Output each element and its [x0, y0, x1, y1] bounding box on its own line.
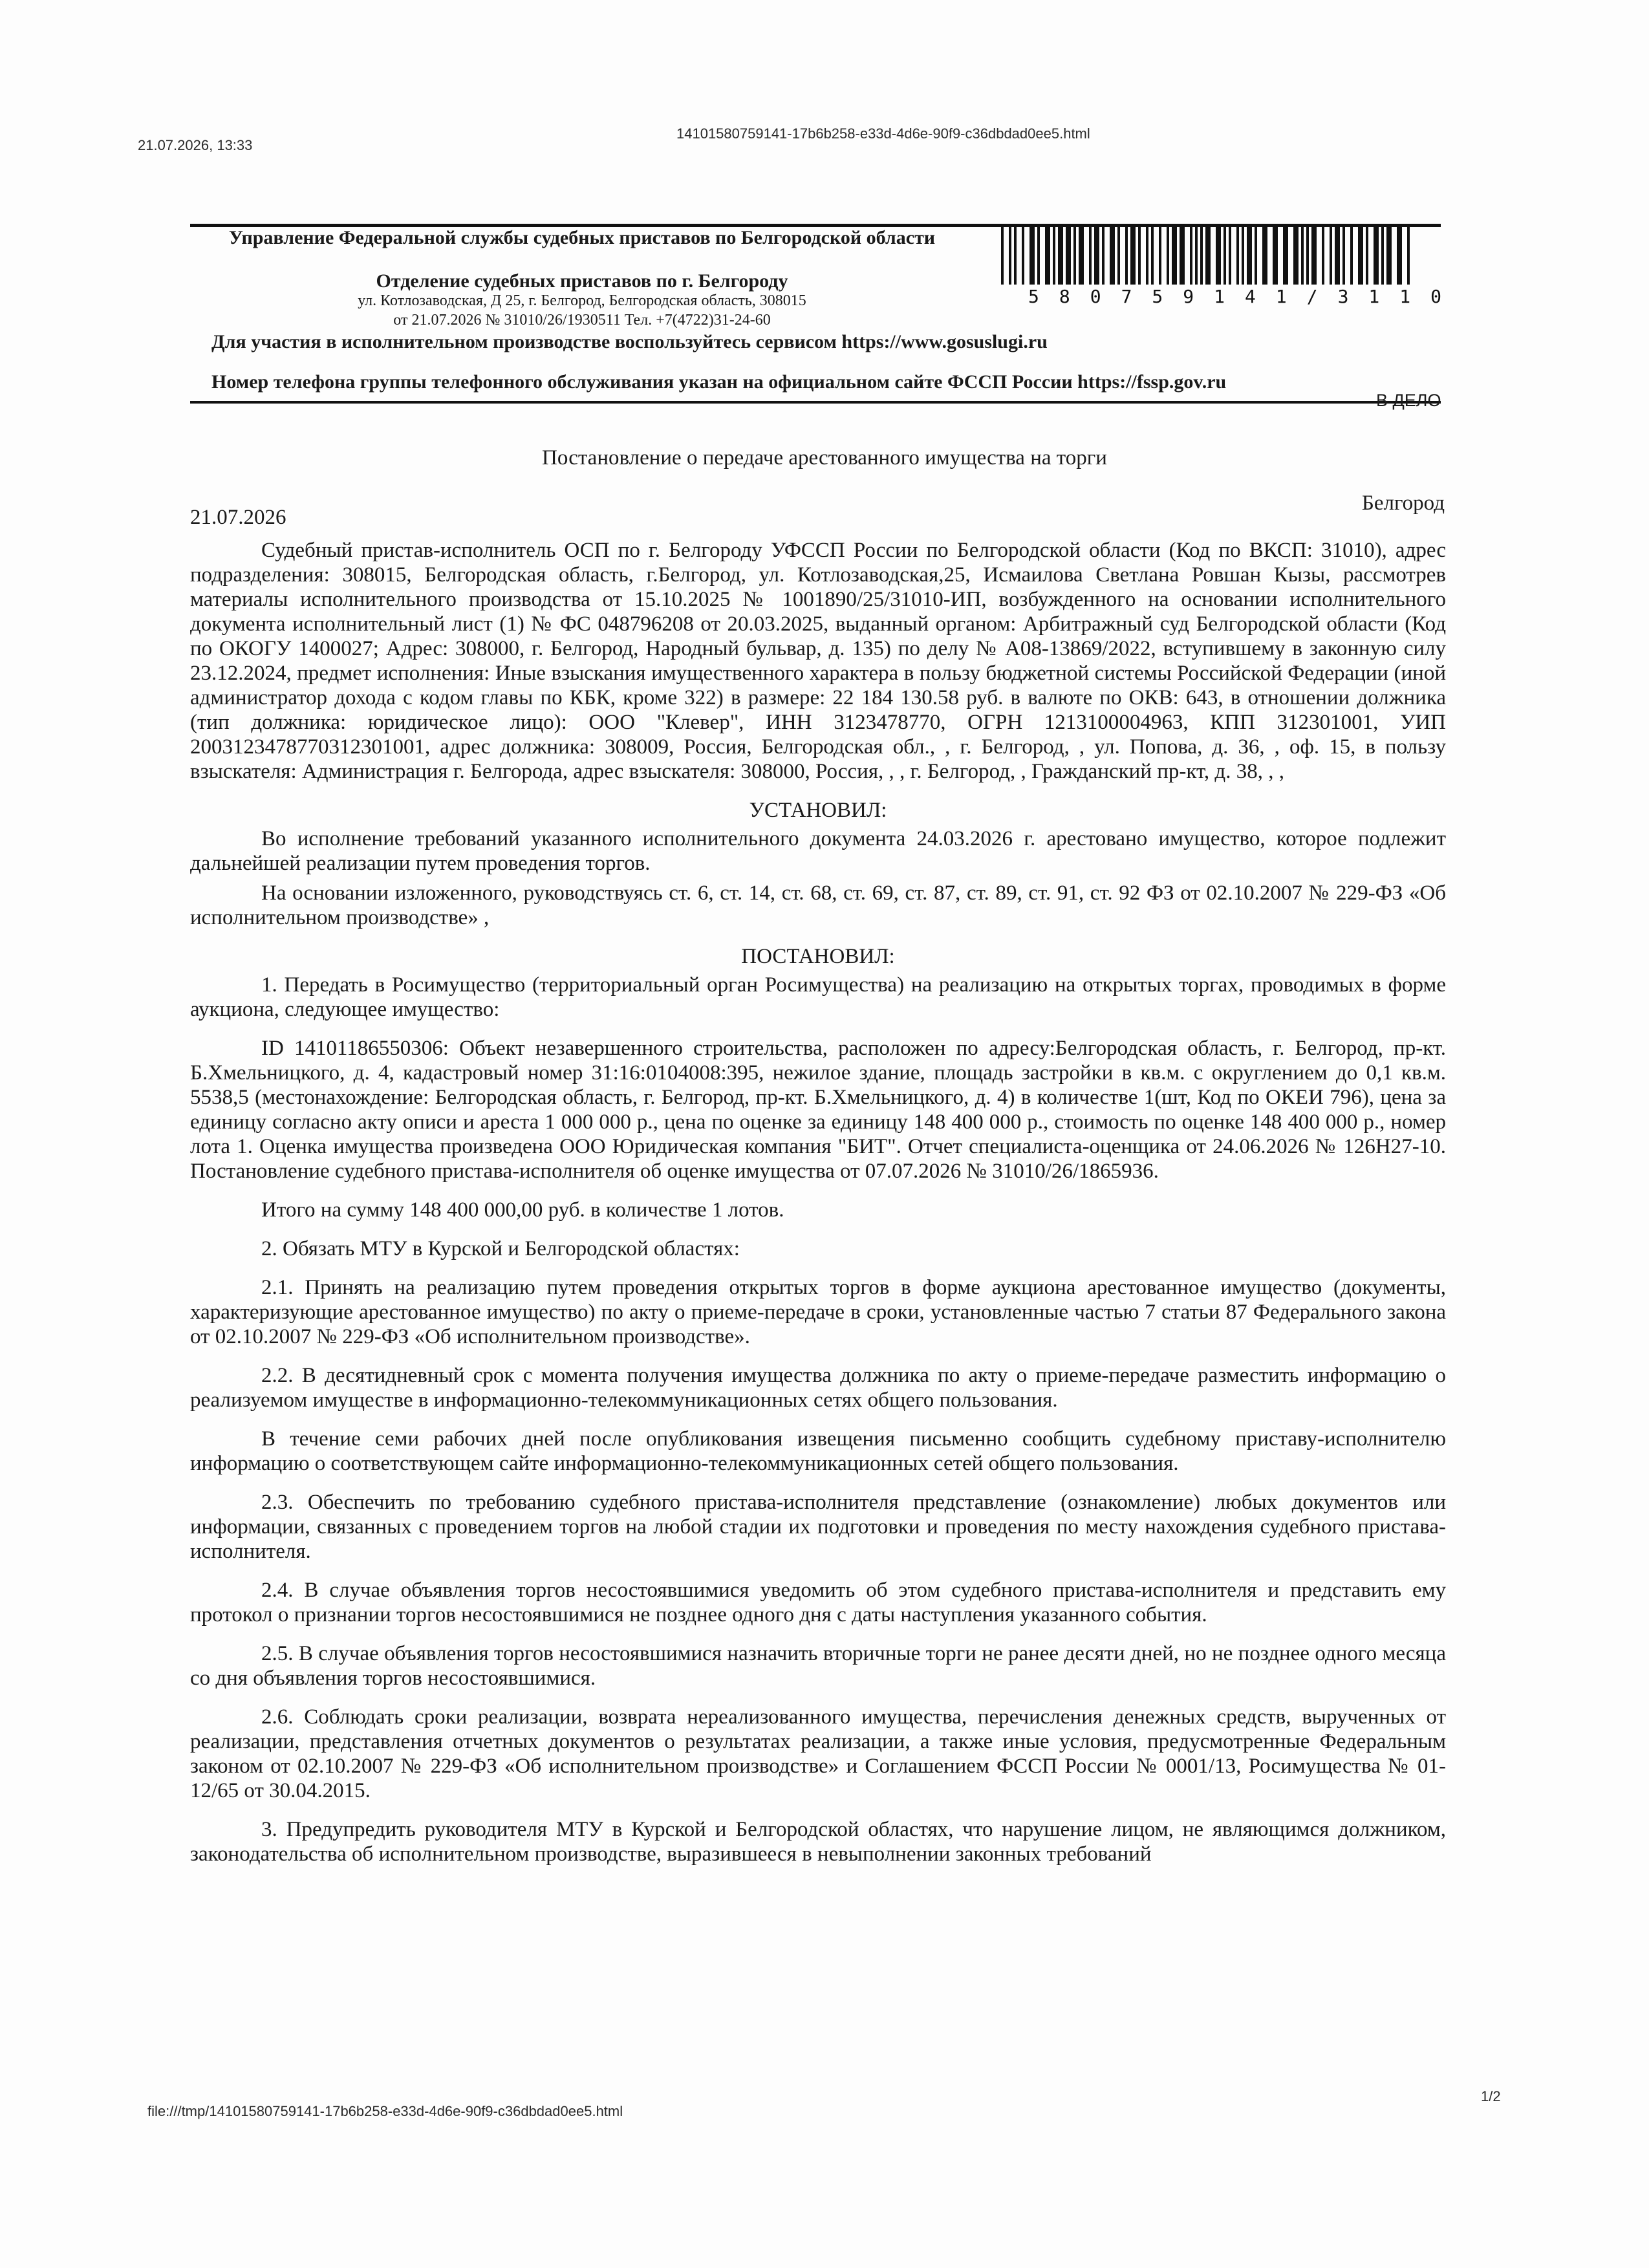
total-sum: Итого на сумму 148 400 000,00 руб. в количестве 1 лотов. — [261, 1198, 784, 1222]
heading-established: УСТАНОВИЛ: — [749, 799, 887, 822]
print-datetime: 21.07.2026, 13:33 — [138, 137, 253, 153]
clause-2: 2. Обязать МТУ в Курской и Белгородской областях: — [261, 1237, 740, 1260]
document-city: Белгород — [1361, 491, 1445, 515]
clause-2-6: 2.6. Соблюдать сроки реализации, возврата нереализованного имущества, перечисления денежных средств, вырученных от реализации, представления отчетных документов о результатах реализации, а также иные условия, предусмотренные Федеральным законом от 02.10.2007 № 229-ФЗ «Об исполнительном производстве» и Соглашением ФССП России № 0001/13, Росимущества № 01-12/65 от 30.04.2015. — [190, 1705, 1446, 1802]
phone-notice: Номер телефона группы телефонного обслуживания указан на официальном сайте ФССП России https://fssp.gov.ru — [211, 371, 1227, 393]
document-body — [190, 538, 1446, 1872]
department-address: ул. Котлозаводская, Д 25, г. Белгород, Белгородская область, 308015 — [358, 292, 806, 309]
print-filename: 14101580759141-17b6b258-e33d-4d6e-90f9-c36dbdad0ee5.html — [676, 125, 1090, 142]
clause-2-1: 2.1. Принять на реализацию путем проведения открытых торгов в форме аукциона арестованное имущество (документы, характеризующие арестованное имущество) по акту о приеме-передаче в сроки, установленные частью 7 статьи 87 Федерального закона от 02.10.2007 № 229-ФЗ «Об исполнительном производстве». — [190, 1276, 1446, 1348]
file-stamp: В ДЕЛО — [1376, 391, 1441, 410]
heading-resolved: ПОСТАНОВИЛ: — [741, 945, 895, 968]
clause-2-2b: В течение семи рабочих дней после опубликования извещения письменно сообщить судебному приставу-исполнителю информацию о соответствующем сайте информационно-телекоммуникационных сетей общего пользования. — [190, 1427, 1446, 1475]
department-name: Отделение судебных приставов по г. Белгороду — [376, 270, 788, 292]
clause-2-5: 2.5. В случае объявления торгов несостоявшимися назначить вторичные торги не ранее десяти дней, но не позднее одного месяца со дня объявления торгов несостоявшимися. — [190, 1642, 1446, 1690]
document-date: 21.07.2026 — [190, 506, 286, 529]
established-paragraph-2: На основании изложенного, руководствуясь ст. 6, ст. 14, ст. 68, ст. 69, ст. 87, ст. 89, ст. 91, ст. 92 ФЗ от 02.10.2007 № 229-ФЗ «Об исполнительном производстве» , — [190, 881, 1446, 929]
established-paragraph-1: Во исполнение требований указанного исполнительного документа 24.03.2026 г. арестовано имущество, которое подлежит дальнейшей реализации путем проведения торгов. — [190, 827, 1446, 875]
print-file-path: file:///tmp/14101580759141-17b6b258-e33d-4d6e-90f9-c36dbdad0ee5.html — [147, 2103, 623, 2119]
gosuslugi-notice: Для участия в исполнительном производстве воспользуйтесь сервисом https://www.gosuslugi.ru — [211, 331, 1048, 352]
intro-paragraph: Судебный пристав-исполнитель ОСП по г. Белгороду УФССП России по Белгородской области (Код по ВКСП: 31010), адрес подразделения: 308015, Белгородская область, г.Белгород, ул. Котлозаводская,25, Исмаилова Светлана Ровшан Кызы, рассмотрев материалы исполнительного производства от 15.10.2025 № 1001890/25/31010-ИП, возбужденного на основании исполнительного документа исполнительный лист (1) № ФС 048796208 от 20.03.2025, выданный органом: Арбитражный суд Белгородской области (Код по ОКОГУ 1400027; Адрес: 308000, г. Белгород, Народный бульвар, д. 135) по делу № А08-13869/2022, вступившему в законную силу 23.12.2024, предмет исполнения: Иные взыскания имущественного характера в пользу бюджетной системы Российской Федерации (иной администратор дохода с кодом главы по КБК, кроме 322) в размере: 22 184 130.58 руб. в валюте по ОКВ: 643, в отношении должника (тип должника: юридическое лицо): ООО "Клевер", ИНН 3123478770, ОГРН 1213100004963, КПП 312301001, УИП 2003123478770312301001, адрес должника: 308009, Россия, Белгородская обл., , г. Белгород, , ул. Попова, д. 36, , оф. 15, в пользу взыскателя: Администрация г. Белгорода, адрес взыскателя: 308000, Россия, , , г. Белгород, , Гражданский пр-кт, д. 38, , , — [190, 539, 1446, 783]
org-name: Управление Федеральной службы судебных приставов по Белгородской области — [228, 227, 936, 248]
header-bottom-rule — [190, 401, 1441, 404]
barcode-number: 580759141/3110 — [1028, 286, 1462, 307]
property-description: ID 14101186550306: Объект незавершенного строительства, расположен по адресу:Белгородская область, г. Белгород, пр-кт. Б.Хмельницкого, д. 4, кадастровый номер 31:16:0104008:395, нежилое здание, площадь застройки в кв.м. с округлением до 0,1 кв.м. 5538,5 (местонахождение: Белгородская область, г. Белгород, пр-кт. Б.Хмельницкого, д. 4) в количестве 1(шт, Код по ОКЕИ 796), цена за единицу согласно акту описи и ареста 1 000 000 р., цена по оценке за единицу 148 400 000 р., стоимость по оценке 148 400 000 р., номер лота 1. Оценка имущества произведена ООО Юридическая компания "БИТ". Отчет специалиста-оценщика от 24.06.2026 № 126Н27-10. Постановление судебного пристава-исполнителя об оценке имущества от 07.07.2026 № 31010/26/1865936. — [190, 1037, 1446, 1183]
clause-2-3: 2.3. Обеспечить по требованию судебного пристава-исполнителя представление (ознакомление) любых документов или информации, связанных с проведением торгов на любой стадии их подготовки и проведения по месту нахождения судебного пристава-исполнителя. — [190, 1491, 1446, 1563]
document-title: Постановление о передаче арестованного имущества на торги — [542, 446, 1107, 470]
page-number: 1/2 — [1481, 2088, 1501, 2104]
clause-2-2: 2.2. В десятидневный срок с момента получения имущества должника по акту о приеме-передаче разместить информацию о реализуемом имуществе в информационно-телекоммуникационных сетях общего пользования. — [190, 1364, 1446, 1412]
clause-3: 3. Предупредить руководителя МТУ в Курской и Белгородской областях, что нарушение лицом, не являющимся должником, законодательства об исполнительном производстве, выразившееся в невыполнении законных требований — [190, 1818, 1446, 1866]
document-reference: от 21.07.2026 № 31010/26/1930511 Тел. +7(4722)31-24-60 — [393, 312, 771, 329]
clause-1: 1. Передать в Росимущество (территориальный орган Росимущества) на реализацию на открытых торгах, проводимых в форме аукциона, следующее имущество: — [190, 973, 1446, 1021]
clause-2-4: 2.4. В случае объявления торгов несостоявшимися уведомить об этом судебного пристава-исполнителя и представить ему протокол о признании торгов несостоявшимися не позднее одного дня с даты наступления указанного события. — [190, 1579, 1446, 1626]
